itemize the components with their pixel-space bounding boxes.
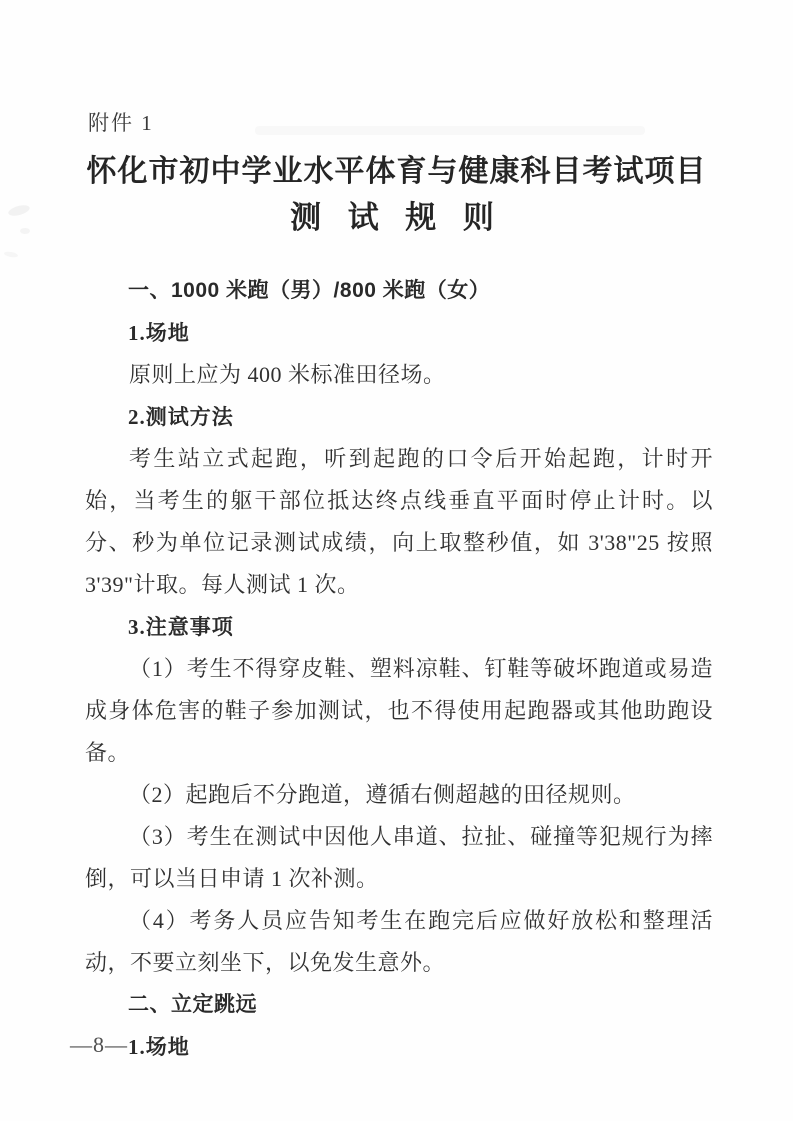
- paragraph: （1）考生不得穿皮鞋、塑料凉鞋、钉鞋等破坏跑道或易造成身体危害的鞋子参加测试，也不得使用起跑器或其他助跑设备。: [85, 656, 713, 765]
- subsection-heading: 3.注意事项: [128, 615, 234, 639]
- paragraph: 原则上应为 400 米标准田径场。: [129, 362, 446, 387]
- page-number: —8—: [70, 1032, 128, 1057]
- scan-speck-artifact: [4, 251, 19, 258]
- paragraph: （4）考务人员应告知考生在跑完后应做好放松和整理活动，不要立刻坐下，以免发生意外。: [85, 908, 713, 975]
- document-title-line1: 怀化市初中学业水平体育与健康科目考试项目: [86, 155, 707, 188]
- subsection-heading: 2.测试方法: [128, 405, 234, 429]
- section-heading: 一、1000 米跑（男）/800 米跑（女）: [128, 279, 491, 302]
- scan-streak-artifact: [255, 126, 645, 135]
- paragraph: 考生站立式起跑，听到起跑的口令后开始起跑，计时开始，当考生的躯干部位抵达终点线垂直平面时停止计时。以分、秒为单位记录测试成绩，向上取整秒值，如 3'38"25 按照 3'39"计取。每人测试 1 次。: [85, 446, 713, 597]
- paragraph: （3）考生在测试中因他人串道、拉扯、碰撞等犯规行为摔倒，可以当日申请 1 次补测。: [85, 824, 713, 891]
- section-heading: 二、立定跳远: [128, 993, 257, 1016]
- subsection-heading: 1.场地: [128, 321, 190, 345]
- attachment-label: 附件 1: [88, 111, 154, 135]
- subsection-heading: 1.场地: [128, 1035, 190, 1059]
- paragraph: （2）起跑后不分跑道，遵循右侧超越的田径规则。: [129, 782, 636, 807]
- document-body: [85, 270, 713, 1068]
- document-title-line2: 测 试 规 则: [290, 200, 503, 235]
